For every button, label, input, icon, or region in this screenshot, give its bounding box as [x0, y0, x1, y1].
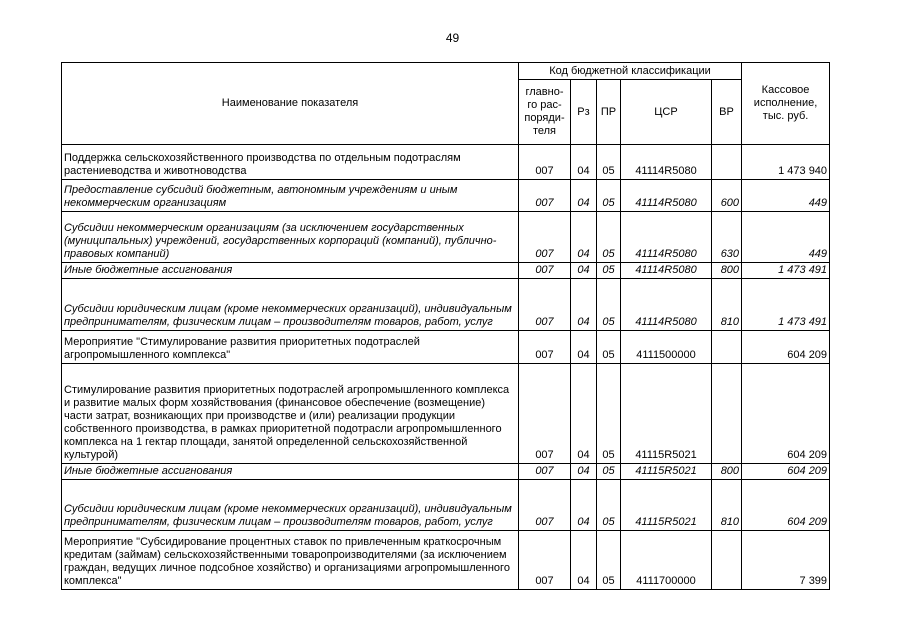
- table-row: [62, 364, 830, 464]
- row-vr: [712, 531, 742, 590]
- row-vr: 630: [712, 212, 742, 263]
- row-name: Мероприятие "Субсидирование процентных ставок по привлеченным краткосрочным кредитам (займам) сельскохозяйственными товаропроизводителями (за исключением граждан, ведущих личное подсобное хозяйство) и организациями агропромышленного комплекса": [62, 531, 519, 590]
- row-glavny: 007: [519, 263, 571, 279]
- table-row: [62, 480, 830, 531]
- row-csr: 41115R5021: [621, 480, 712, 531]
- row-pr: 05: [597, 531, 621, 590]
- row-pr: 05: [597, 212, 621, 263]
- header-vr: ВР: [712, 80, 742, 145]
- row-glavny: 007: [519, 145, 571, 180]
- row-csr: 41114R5080: [621, 263, 712, 279]
- row-glavny: 007: [519, 464, 571, 480]
- row-pr: 05: [597, 331, 621, 364]
- row-glavny: 007: [519, 480, 571, 531]
- table-row: [62, 180, 830, 212]
- row-glavny: 007: [519, 212, 571, 263]
- table-row: [62, 464, 830, 480]
- row-vr: [712, 145, 742, 180]
- row-pr: 05: [597, 180, 621, 212]
- budget-table: [61, 62, 830, 590]
- row-csr: 4111700000: [621, 531, 712, 590]
- row-glavny: 007: [519, 531, 571, 590]
- row-name: Стимулирование развития приоритетных подотраслей агропромышленного комплекса и развитие малых форм хозяйствования (финансовое обеспечение (возмещение) части затрат, возникающих при производстве и (или) реализации продукции собственного производства, в рамках приоритетной подотрасли агропромышленного комплекса на 1 гектар площади, занятой определенной сельскохозяйственной культурой): [62, 364, 519, 464]
- row-name: Субсидии некоммерческим организациям (за исключением государственных (муниципальных) учреждений, государственных корпораций (компаний), публично-правовых компаний): [62, 212, 519, 263]
- row-pr: 05: [597, 263, 621, 279]
- row-glavny: 007: [519, 364, 571, 464]
- row-pr: 05: [597, 145, 621, 180]
- header-csr: ЦСР: [621, 80, 712, 145]
- row-vr: 800: [712, 263, 742, 279]
- row-name: Иные бюджетные ассигнования: [62, 464, 519, 480]
- row-vr: 810: [712, 279, 742, 331]
- row-rz: 04: [571, 263, 597, 279]
- row-pr: 05: [597, 464, 621, 480]
- row-csr: 41114R5080: [621, 212, 712, 263]
- row-amount: 449: [742, 180, 830, 212]
- row-rz: 04: [571, 331, 597, 364]
- table-row: [62, 263, 830, 279]
- row-csr: 41114R5080: [621, 180, 712, 212]
- row-pr: 05: [597, 364, 621, 464]
- row-name: Субсидии юридическим лицам (кроме некоммерческих организаций), индивидуальным предпринимателям, физическим лицам – производителям товаров, работ, услуг: [62, 279, 519, 331]
- table-body: [62, 145, 830, 590]
- row-glavny: 007: [519, 331, 571, 364]
- page-number: 49: [445, 31, 460, 45]
- row-amount: 7 399: [742, 531, 830, 590]
- header-code-group: Код бюджетной классификации: [519, 63, 742, 80]
- row-csr: 41114R5080: [621, 279, 712, 331]
- row-vr: 810: [712, 480, 742, 531]
- table-row: [62, 212, 830, 263]
- row-amount: 604 209: [742, 480, 830, 531]
- row-name: Предоставление субсидий бюджетным, автономным учреждениям и иным некоммерческим организациям: [62, 180, 519, 212]
- row-rz: 04: [571, 531, 597, 590]
- row-amount: 1 473 491: [742, 279, 830, 331]
- row-rz: 04: [571, 212, 597, 263]
- header-amount: Кассовое исполнение, тыс. руб.: [742, 63, 830, 145]
- row-csr: 41114R5080: [621, 145, 712, 180]
- row-vr: [712, 331, 742, 364]
- table-row: [62, 279, 830, 331]
- row-rz: 04: [571, 464, 597, 480]
- header-pr: ПР: [597, 80, 621, 145]
- row-name: Иные бюджетные ассигнования: [62, 263, 519, 279]
- row-amount: 604 209: [742, 364, 830, 464]
- row-csr: 41115R5021: [621, 364, 712, 464]
- row-rz: 04: [571, 480, 597, 531]
- header-name: Наименование показателя: [62, 63, 519, 145]
- table-row: [62, 145, 830, 180]
- row-csr: 41115R5021: [621, 464, 712, 480]
- table-row: [62, 531, 830, 590]
- row-rz: 04: [571, 279, 597, 331]
- row-name: Субсидии юридическим лицам (кроме некоммерческих организаций), индивидуальным предпринимателям, физическим лицам – производителям товаров, работ, услуг: [62, 480, 519, 531]
- row-vr: 600: [712, 180, 742, 212]
- header-glavny: главно-го рас-поряди-теля: [519, 80, 571, 145]
- row-vr: 800: [712, 464, 742, 480]
- row-glavny: 007: [519, 279, 571, 331]
- row-rz: 04: [571, 180, 597, 212]
- row-csr: 4111500000: [621, 331, 712, 364]
- row-name: Мероприятие "Стимулирование развития приоритетных подотраслей агропромышленного комплекса": [62, 331, 519, 364]
- row-glavny: 007: [519, 180, 571, 212]
- row-rz: 04: [571, 364, 597, 464]
- row-amount: 604 209: [742, 331, 830, 364]
- row-name: Поддержка сельскохозяйственного производства по отдельным подотраслям растениеводства и животноводства: [62, 145, 519, 180]
- header-rz: Рз: [571, 80, 597, 145]
- row-pr: 05: [597, 480, 621, 531]
- table-row: [62, 331, 830, 364]
- row-amount: 449: [742, 212, 830, 263]
- row-rz: 04: [571, 145, 597, 180]
- row-amount: 1 473 491: [742, 263, 830, 279]
- row-vr: [712, 364, 742, 464]
- row-pr: 05: [597, 279, 621, 331]
- row-amount: 1 473 940: [742, 145, 830, 180]
- row-amount: 604 209: [742, 464, 830, 480]
